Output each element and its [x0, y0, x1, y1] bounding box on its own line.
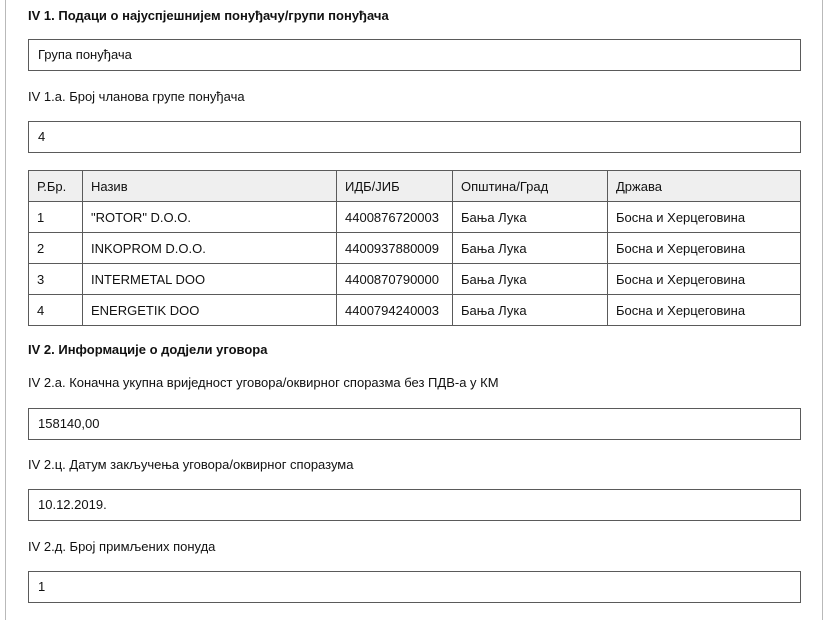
column-header-number: Р.Бр. — [29, 171, 83, 202]
table-row — [29, 264, 801, 295]
offers-count-label: IV 2.д. Број примљених понуда — [28, 539, 216, 554]
cell-number: 3 — [29, 264, 83, 295]
section-1-heading: IV 1. Подаци о најуспјешнијем понуђачу/групи понуђача — [28, 8, 389, 23]
column-header-municipality: Општина/Град — [453, 171, 608, 202]
section-2-heading: IV 2. Информације о додјели уговора — [28, 342, 268, 357]
cell-name: ENERGETIK DOO — [83, 295, 337, 326]
cell-municipality: Бања Лука — [453, 202, 608, 233]
cell-id: 4400937880009 — [337, 233, 453, 264]
table-row — [29, 202, 801, 233]
contract-value-label: IV 2.а. Коначна укупна вриједност уговора/оквирног споразма без ПДВ-а у КМ — [28, 375, 499, 390]
cell-country: Босна и Херцеговина — [608, 233, 801, 264]
column-header-id: ИДБ/ЈИБ — [337, 171, 453, 202]
column-header-country: Држава — [608, 171, 801, 202]
cell-name: "ROTOR" D.O.O. — [83, 202, 337, 233]
table-row — [29, 295, 801, 326]
cell-municipality: Бања Лука — [453, 264, 608, 295]
cell-name: INTERMETAL DOO — [83, 264, 337, 295]
group-members-table — [28, 170, 801, 326]
contract-date-label: IV 2.ц. Датум закључења уговора/оквирног споразума — [28, 457, 354, 472]
cell-id: 4400870790000 — [337, 264, 453, 295]
cell-number: 4 — [29, 295, 83, 326]
cell-country: Босна и Херцеговина — [608, 295, 801, 326]
contract-value-field: 158140,00 — [28, 408, 801, 440]
cell-country: Босна и Херцеговина — [608, 264, 801, 295]
cell-name: INKOPROM D.O.O. — [83, 233, 337, 264]
cell-number: 1 — [29, 202, 83, 233]
contract-date-field: 10.12.2019. — [28, 489, 801, 521]
members-count-label: IV 1.а. Број чланова групе понуђача — [28, 89, 245, 104]
table-header-row — [29, 171, 801, 202]
cell-municipality: Бања Лука — [453, 233, 608, 264]
cell-number: 2 — [29, 233, 83, 264]
offers-count-field: 1 — [28, 571, 801, 603]
cell-id: 4400876720003 — [337, 202, 453, 233]
cell-municipality: Бања Лука — [453, 295, 608, 326]
column-header-name: Назив — [83, 171, 337, 202]
members-count-field: 4 — [28, 121, 801, 153]
cell-country: Босна и Херцеговина — [608, 202, 801, 233]
cell-id: 4400794240003 — [337, 295, 453, 326]
bidder-type-field: Група понуђача — [28, 39, 801, 71]
table-row — [29, 233, 801, 264]
